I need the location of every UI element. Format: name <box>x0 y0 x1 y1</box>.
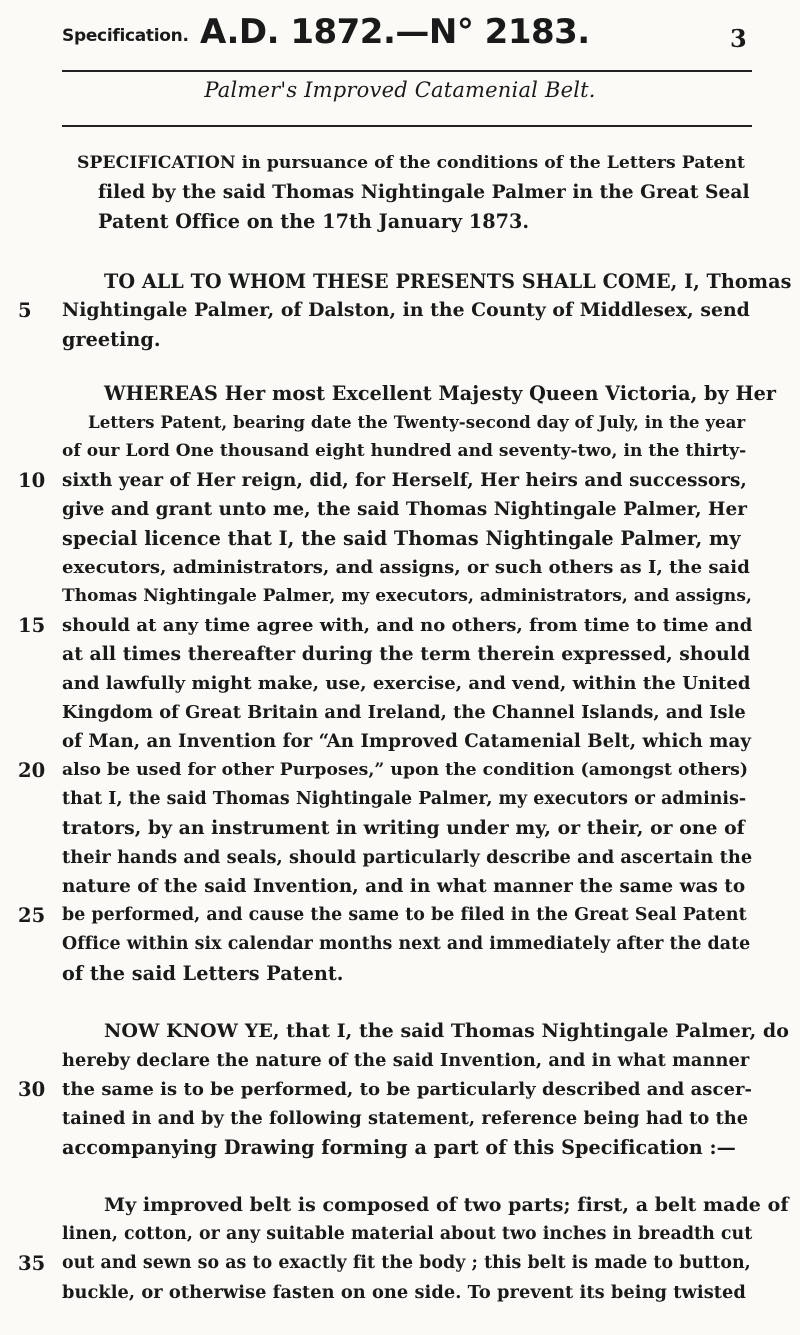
text-line: be performed, and cause the same to be filed in the Great Seal Patent <box>62 905 747 925</box>
text-line: of our Lord One thousand eight hundred and seventy-two, in the thirty- <box>62 441 747 461</box>
line-number: 35 <box>18 1252 46 1275</box>
text-line: should at any time agree with, and no others, from time to time and <box>62 615 753 636</box>
text-line: that I, the said Thomas Nightingale Palmer, my executors or adminis- <box>62 789 747 809</box>
text-line: Office within six calendar months next and immediately after the date <box>62 934 751 954</box>
text-line: of Man, an Invention for “An Improved Catamenial Belt, which may <box>62 731 751 752</box>
text-line: out and sewn so as to exactly fit the body ; this belt is made to button, <box>62 1253 751 1273</box>
text-line: the same is to be performed, to be particularly described and ascer- <box>62 1079 753 1100</box>
text-line: My improved belt is composed of two parts; first, a belt made of <box>104 1194 789 1216</box>
text-line: WHEREAS Her most Excellent Majesty Queen Victoria, by Her <box>104 382 777 405</box>
line-number: 20 <box>18 759 46 782</box>
line-number: 5 <box>18 299 32 322</box>
text-line: Thomas Nightingale Palmer, my executors, administrators, and assigns, <box>62 586 752 606</box>
text-line: Nightingale Palmer, of Dalston, in the County of Middlesex, send <box>62 299 750 321</box>
line-number: 25 <box>18 904 46 927</box>
line-number: 10 <box>18 469 46 492</box>
text-line: Letters Patent, bearing date the Twenty-second day of July, in the year <box>88 412 746 432</box>
running-subtitle: Palmer's Improved Catamenial Belt. <box>204 78 596 102</box>
text-line: and lawfully might make, use, exercise, and vend, within the United <box>62 673 751 694</box>
patent-title: A.D. 1872.—N° 2183. <box>200 12 590 52</box>
line-number: 30 <box>18 1078 46 1101</box>
text-line: sixth year of Her reign, did, for Herself, Her heirs and successors, <box>62 470 747 491</box>
text-line: greeting. <box>62 328 161 351</box>
text-line: accompanying Drawing forming a part of this Specification :— <box>62 1136 736 1159</box>
text-line: trators, by an instrument in writing under my, or their, or one of <box>62 817 745 839</box>
text-line: TO ALL TO WHOM THESE PRESENTS SHALL COME, I, Thomas <box>104 270 792 293</box>
text-line: nature of the said Invention, and in what manner the same was to <box>62 876 746 897</box>
text-line: of the said Letters Patent. <box>62 962 344 985</box>
line-number: 15 <box>18 614 46 637</box>
text-line: their hands and seals, should particularly describe and ascertain the <box>62 847 753 868</box>
text-line: Kingdom of Great Britain and Ireland, the Channel Islands, and Isle <box>62 702 746 723</box>
page-header <box>0 0 800 130</box>
text-line: hereby declare the nature of the said Invention, and in what manner <box>62 1050 750 1071</box>
text-line: executors, administrators, and assigns, or such others as I, the said <box>62 557 750 578</box>
text-line: give and grant unto me, the said Thomas Nightingale Palmer, Her <box>62 499 747 520</box>
page-number: 3 <box>730 24 747 53</box>
text-line: also be used for other Purposes,” upon the condition (amongst others) <box>62 760 749 780</box>
text-line: linen, cotton, or any suitable material about two inches in breadth cut <box>62 1224 753 1244</box>
text-line: filed by the said Thomas Nightingale Palmer in the Great Seal <box>98 182 750 203</box>
specification-label: Specification. <box>62 26 189 46</box>
text-line: special licence that I, the said Thomas Nightingale Palmer, my <box>62 527 741 550</box>
header-rule-bottom <box>62 125 752 127</box>
text-line: at all times thereafter during the term therein expressed, should <box>62 643 751 665</box>
text-line: NOW KNOW YE, that I, the said Thomas Nightingale Palmer, do <box>104 1020 789 1042</box>
text-line: SPECIFICATION in pursuance of the conditions of the Letters Patent <box>77 153 745 173</box>
text-line: tained in and by the following statement, reference being had to the <box>62 1108 749 1129</box>
text-line: Patent Office on the 17th January 1873. <box>98 210 530 233</box>
header-rule-top <box>62 70 752 72</box>
text-line: buckle, or otherwise fasten on one side. To prevent its being twisted <box>62 1282 746 1303</box>
